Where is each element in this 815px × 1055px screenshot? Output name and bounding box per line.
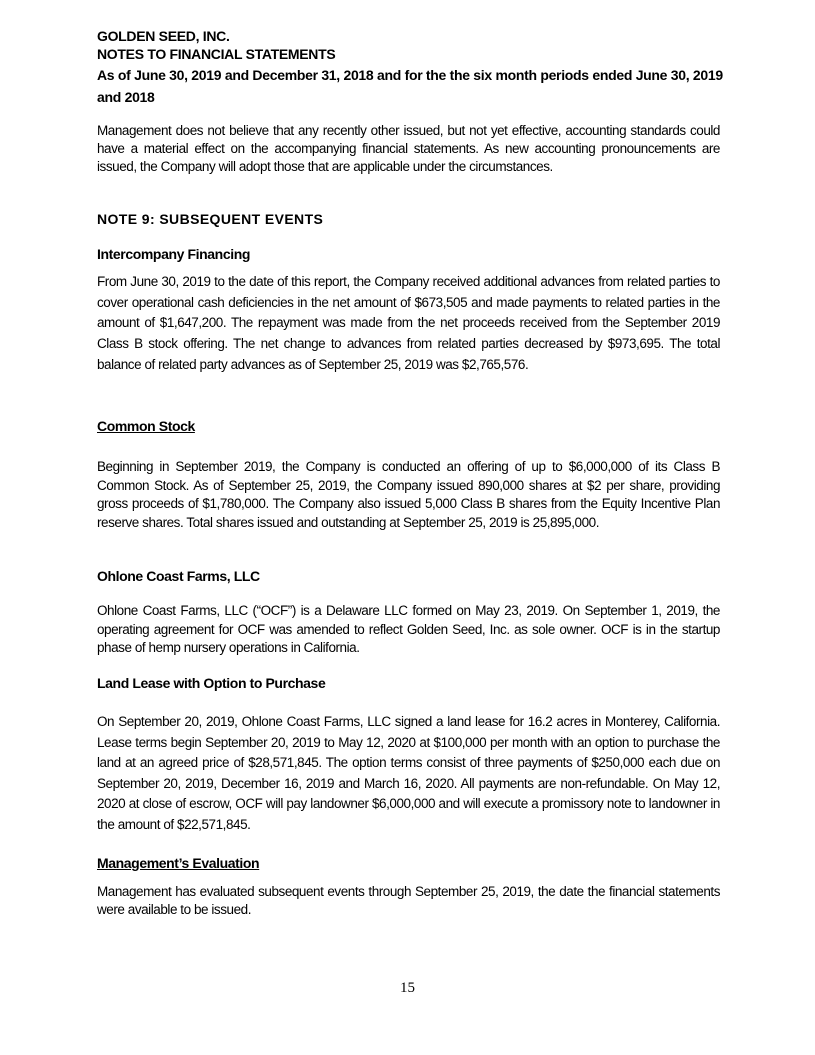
intercompany-financing-paragraph: From June 30, 2019 to the date of this report, the Company received additional advances from related parties to cover operational cash deficiencies in the net amount of $673,505 and made payments to related parties in the amount of $1,647,200. The repayment was made from the net proceeds received from the September 2019 Class B stock offering. The net change to advances from related parties decreased by $973,695. The total balance of related party advances as of September 25, 2019 was $2,765,576. bbox=[97, 274, 720, 372]
common-stock-paragraph: Beginning in September 2019, the Company is conducted an offering of up to $6,000,000 of its Class B Common Stock. As of September 25, 2019, the Company issued 890,000 shares at $2 per share, providing gross proceeds of $1,780,000. The Company also issued 5,000 Class B shares from the Equity Incentive Plan reserve shares. Total shares issued and outstanding at September 25, 2019 is 25,895,000. bbox=[97, 459, 720, 530]
land-lease-heading: Land Lease with Option to Purchase bbox=[97, 675, 326, 691]
note-9-heading: NOTE 9: SUBSEQUENT EVENTS bbox=[97, 211, 324, 227]
intercompany-financing-heading: Intercompany Financing bbox=[97, 246, 250, 262]
management-evaluation-heading: Management’s Evaluation bbox=[97, 855, 260, 871]
page-number: 15 bbox=[400, 980, 415, 996]
company-name: GOLDEN SEED, INC. bbox=[97, 28, 230, 44]
land-lease-paragraph: On September 20, 2019, Ohlone Coast Farms, LLC signed a land lease for 16.2 acres in Monterey, California. Lease terms begin September 20, 2019 to May 12, 2020 at $100,000 per month with an option to purchase the land at an agreed price of $28,571,845. The option terms consist of three payments of $250,000 each due on September 20, 2019, December 16, 2019 and March 16, 2020. All payments are non-refundable. On May 12, 2020 at close of escrow, OCF will pay landowner $6,000,000 and will execute a promissory note to landowner in the amount of $22,571,845. bbox=[97, 714, 720, 832]
management-evaluation-paragraph: Management has evaluated subsequent events through September 25, 2019, the date the financial statements were available to be issued. bbox=[97, 884, 720, 918]
ohlone-coast-farms-paragraph: Ohlone Coast Farms, LLC (“OCF”) is a Delaware LLC formed on May 23, 2019. On September 1, 2019, the operating agreement for OCF was amended to reflect Golden Seed, Inc. as sole owner. OCF is in the startup phase of hemp nursery operations in California. bbox=[97, 603, 720, 656]
ohlone-coast-farms-heading: Ohlone Coast Farms, LLC bbox=[97, 568, 260, 584]
common-stock-heading: Common Stock bbox=[97, 418, 195, 434]
accounting-standards-paragraph: Management does not believe that any recently other issued, but not yet effective, accounting standards could have a material effect on the accompanying financial statements. As new accounting pronouncements are issued, the Company will adopt those that are applicable under the circumstances. bbox=[97, 123, 720, 174]
statement-title: NOTES TO FINANCIAL STATEMENTS bbox=[97, 46, 336, 62]
reporting-period: As of June 30, 2019 and December 31, 2018 and for the the six month periods ended June 30, 2019 and 2018 bbox=[97, 67, 723, 105]
